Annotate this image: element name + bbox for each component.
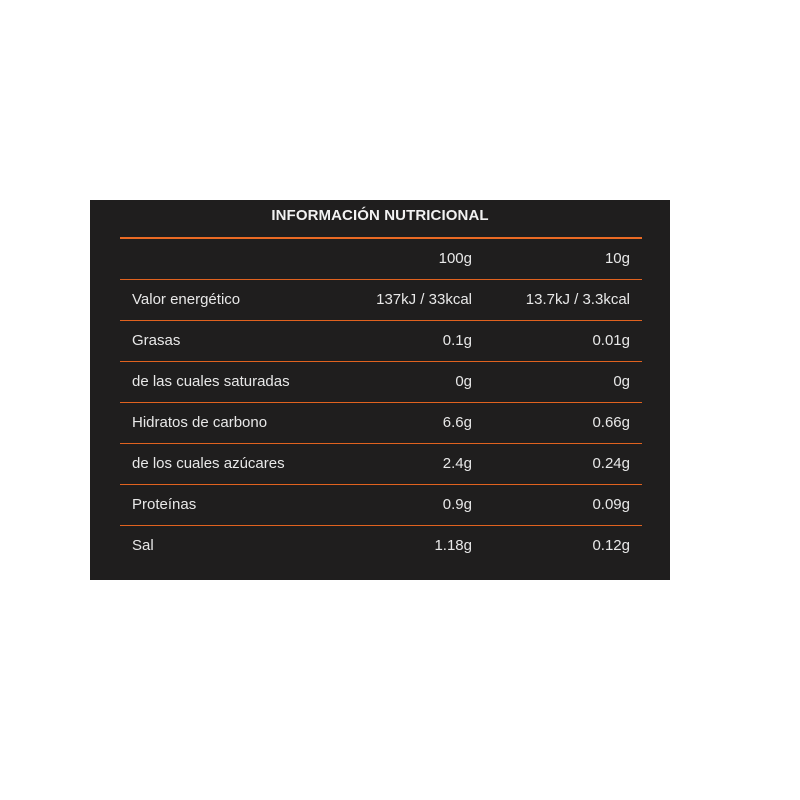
row-value-10g: 0.12g	[592, 537, 630, 554]
row-value-100g: 1.18g	[434, 537, 472, 554]
row-value-100g: 137kJ / 33kcal	[376, 291, 472, 308]
row-label: Sal	[132, 537, 154, 554]
table-row	[120, 443, 642, 484]
row-label: Grasas	[132, 332, 181, 349]
table-row	[120, 484, 642, 525]
table-header-row	[120, 237, 642, 279]
row-value-10g: 0.09g	[592, 496, 630, 513]
row-value-100g: 0.1g	[442, 332, 472, 349]
row-value-10g: 0g	[613, 373, 630, 390]
row-label: Proteínas	[132, 496, 197, 513]
row-label: Hidratos de carbono	[132, 414, 268, 431]
row-label: de los cuales azúcares	[132, 455, 285, 472]
row-value-100g: 2.4g	[442, 455, 472, 472]
table-row	[120, 361, 642, 402]
table-row	[120, 402, 642, 443]
row-value-100g: 0.9g	[442, 496, 472, 513]
nutrition-panel	[90, 200, 670, 580]
row-value-10g: 13.7kJ / 3.3kcal	[525, 291, 630, 308]
row-label: Valor energético	[132, 291, 241, 308]
row-value-100g: 0g	[455, 373, 472, 390]
header-100g: 100g	[438, 250, 472, 267]
row-value-100g: 6.6g	[442, 414, 472, 431]
table-row	[120, 525, 642, 566]
table-row	[120, 279, 642, 320]
row-value-10g: 0.66g	[592, 414, 630, 431]
row-value-10g: 0.24g	[592, 455, 630, 472]
nutrition-table	[120, 237, 642, 566]
table-row	[120, 320, 642, 361]
nutrition-title: INFORMACIÓN NUTRICIONAL	[271, 207, 489, 224]
row-value-10g: 0.01g	[592, 332, 630, 349]
row-label: de las cuales saturadas	[132, 373, 290, 390]
header-10g: 10g	[604, 250, 630, 267]
